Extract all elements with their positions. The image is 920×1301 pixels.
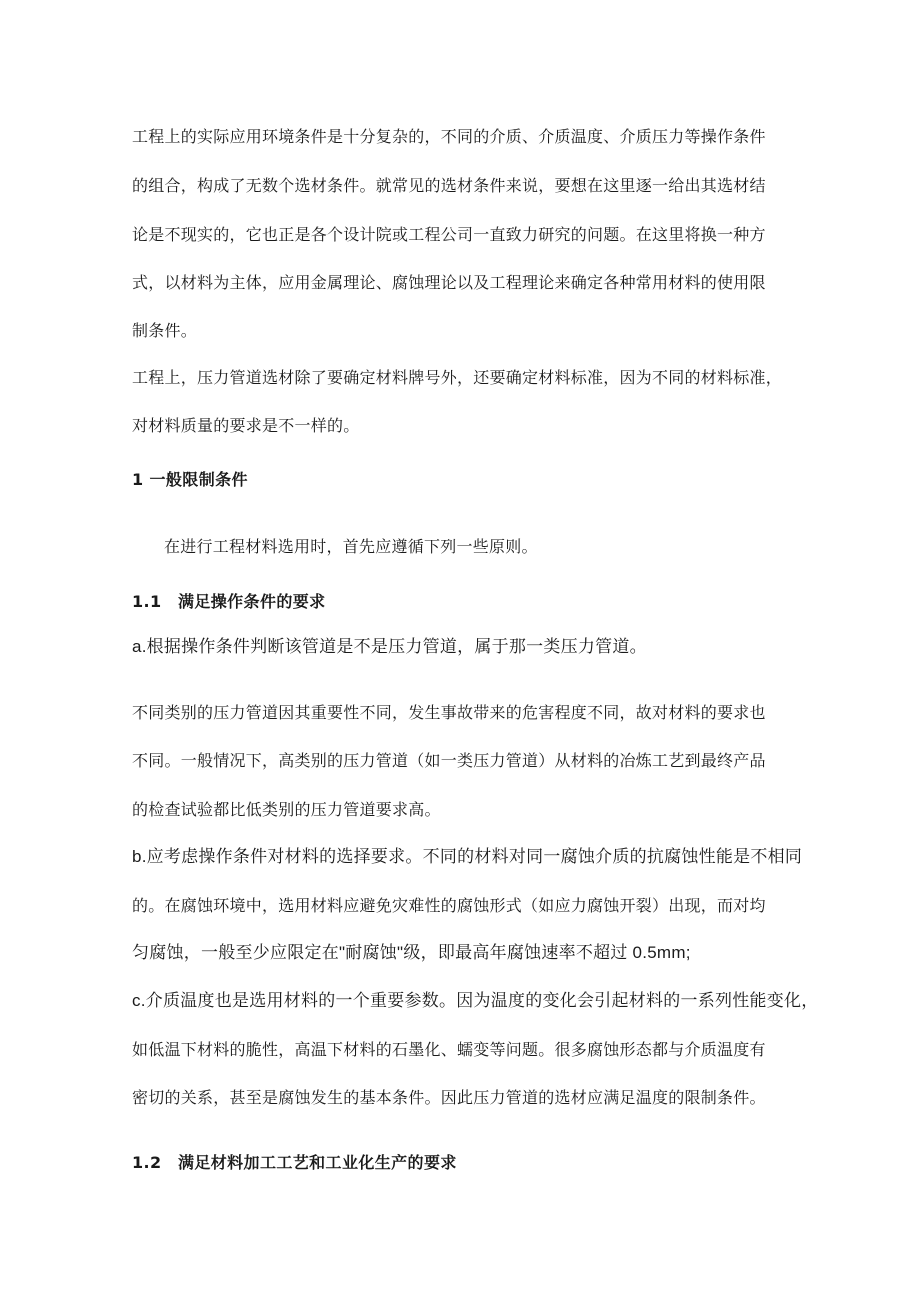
standard-line-1: 工程上，压力管道选材除了要确定材料牌号外，还要确定材料标准，因为不同的材料标准， <box>132 368 783 387</box>
explanation-line-2: 不同。一般情况下，高类别的压力管道（如一类压力管道）从材料的冶炼工艺到最终产品 <box>132 751 766 770</box>
intro-line-5: 制条件。 <box>132 321 198 340</box>
section-1-heading: 1 一般限制条件 <box>132 470 248 489</box>
intro-line-2: 的组合，构成了无数个选材条件。就常见的选材条件来说，要想在这里逐一给出其选材结 <box>132 176 766 195</box>
item-b-line-1: b.应考虑操作条件对材料的选择要求。不同的材料对同一腐蚀介质的抗腐蚀性能是不相同 <box>132 847 803 866</box>
section-1-1-heading: 1.1 满足操作条件的要求 <box>132 592 326 611</box>
item-c-line-1: c.介质温度也是选用材料的一个重要参数。因为温度的变化会引起材料的一系列性能变化， <box>132 991 819 1010</box>
explanation-line-1: 不同类别的压力管道因其重要性不同，发生事故带来的危害程度不同，故对材料的要求也 <box>132 703 766 722</box>
item-b-line-2: 的。在腐蚀环境中，选用材料应避免灾难性的腐蚀形式（如应力腐蚀开裂）出现，而对均 <box>132 896 766 915</box>
item-c-line-2: 如低温下材料的脆性，高温下材料的石墨化、蠕变等问题。很多腐蚀形态都与介质温度有 <box>132 1040 766 1059</box>
intro-line-4: 式，以材料为主体，应用金属理论、腐蚀理论以及工程理论来确定各种常用材料的使用限 <box>132 273 766 292</box>
explanation-line-3: 的检查试验都比低类别的压力管道要求高。 <box>132 800 441 819</box>
item-c-line-3: 密切的关系，甚至是腐蚀发生的基本条件。因此压力管道的选材应满足温度的限制条件。 <box>132 1088 766 1107</box>
section-1-2-heading: 1.2 满足材料加工工艺和工业化生产的要求 <box>132 1153 457 1172</box>
item-a: a.根据操作条件判断该管道是不是压力管道，属于那一类压力管道。 <box>132 637 647 656</box>
standard-line-2: 对材料质量的要求是不一样的。 <box>132 416 360 435</box>
item-b-line-3: 匀腐蚀，一般至少应限定在"耐腐蚀"级，即最高年腐蚀速率不超过 0.5mm; <box>132 943 691 962</box>
intro-line-1: 工程上的实际应用环境条件是十分复杂的，不同的介质、介质温度、介质压力等操作条件 <box>132 127 766 146</box>
intro-line-3: 论是不现实的，它也正是各个设计院或工程公司一直致力研究的问题。在这里将换一种方 <box>132 225 766 244</box>
section-1-intro: 在进行工程材料选用时，首先应遵循下列一些原则。 <box>164 537 538 556</box>
